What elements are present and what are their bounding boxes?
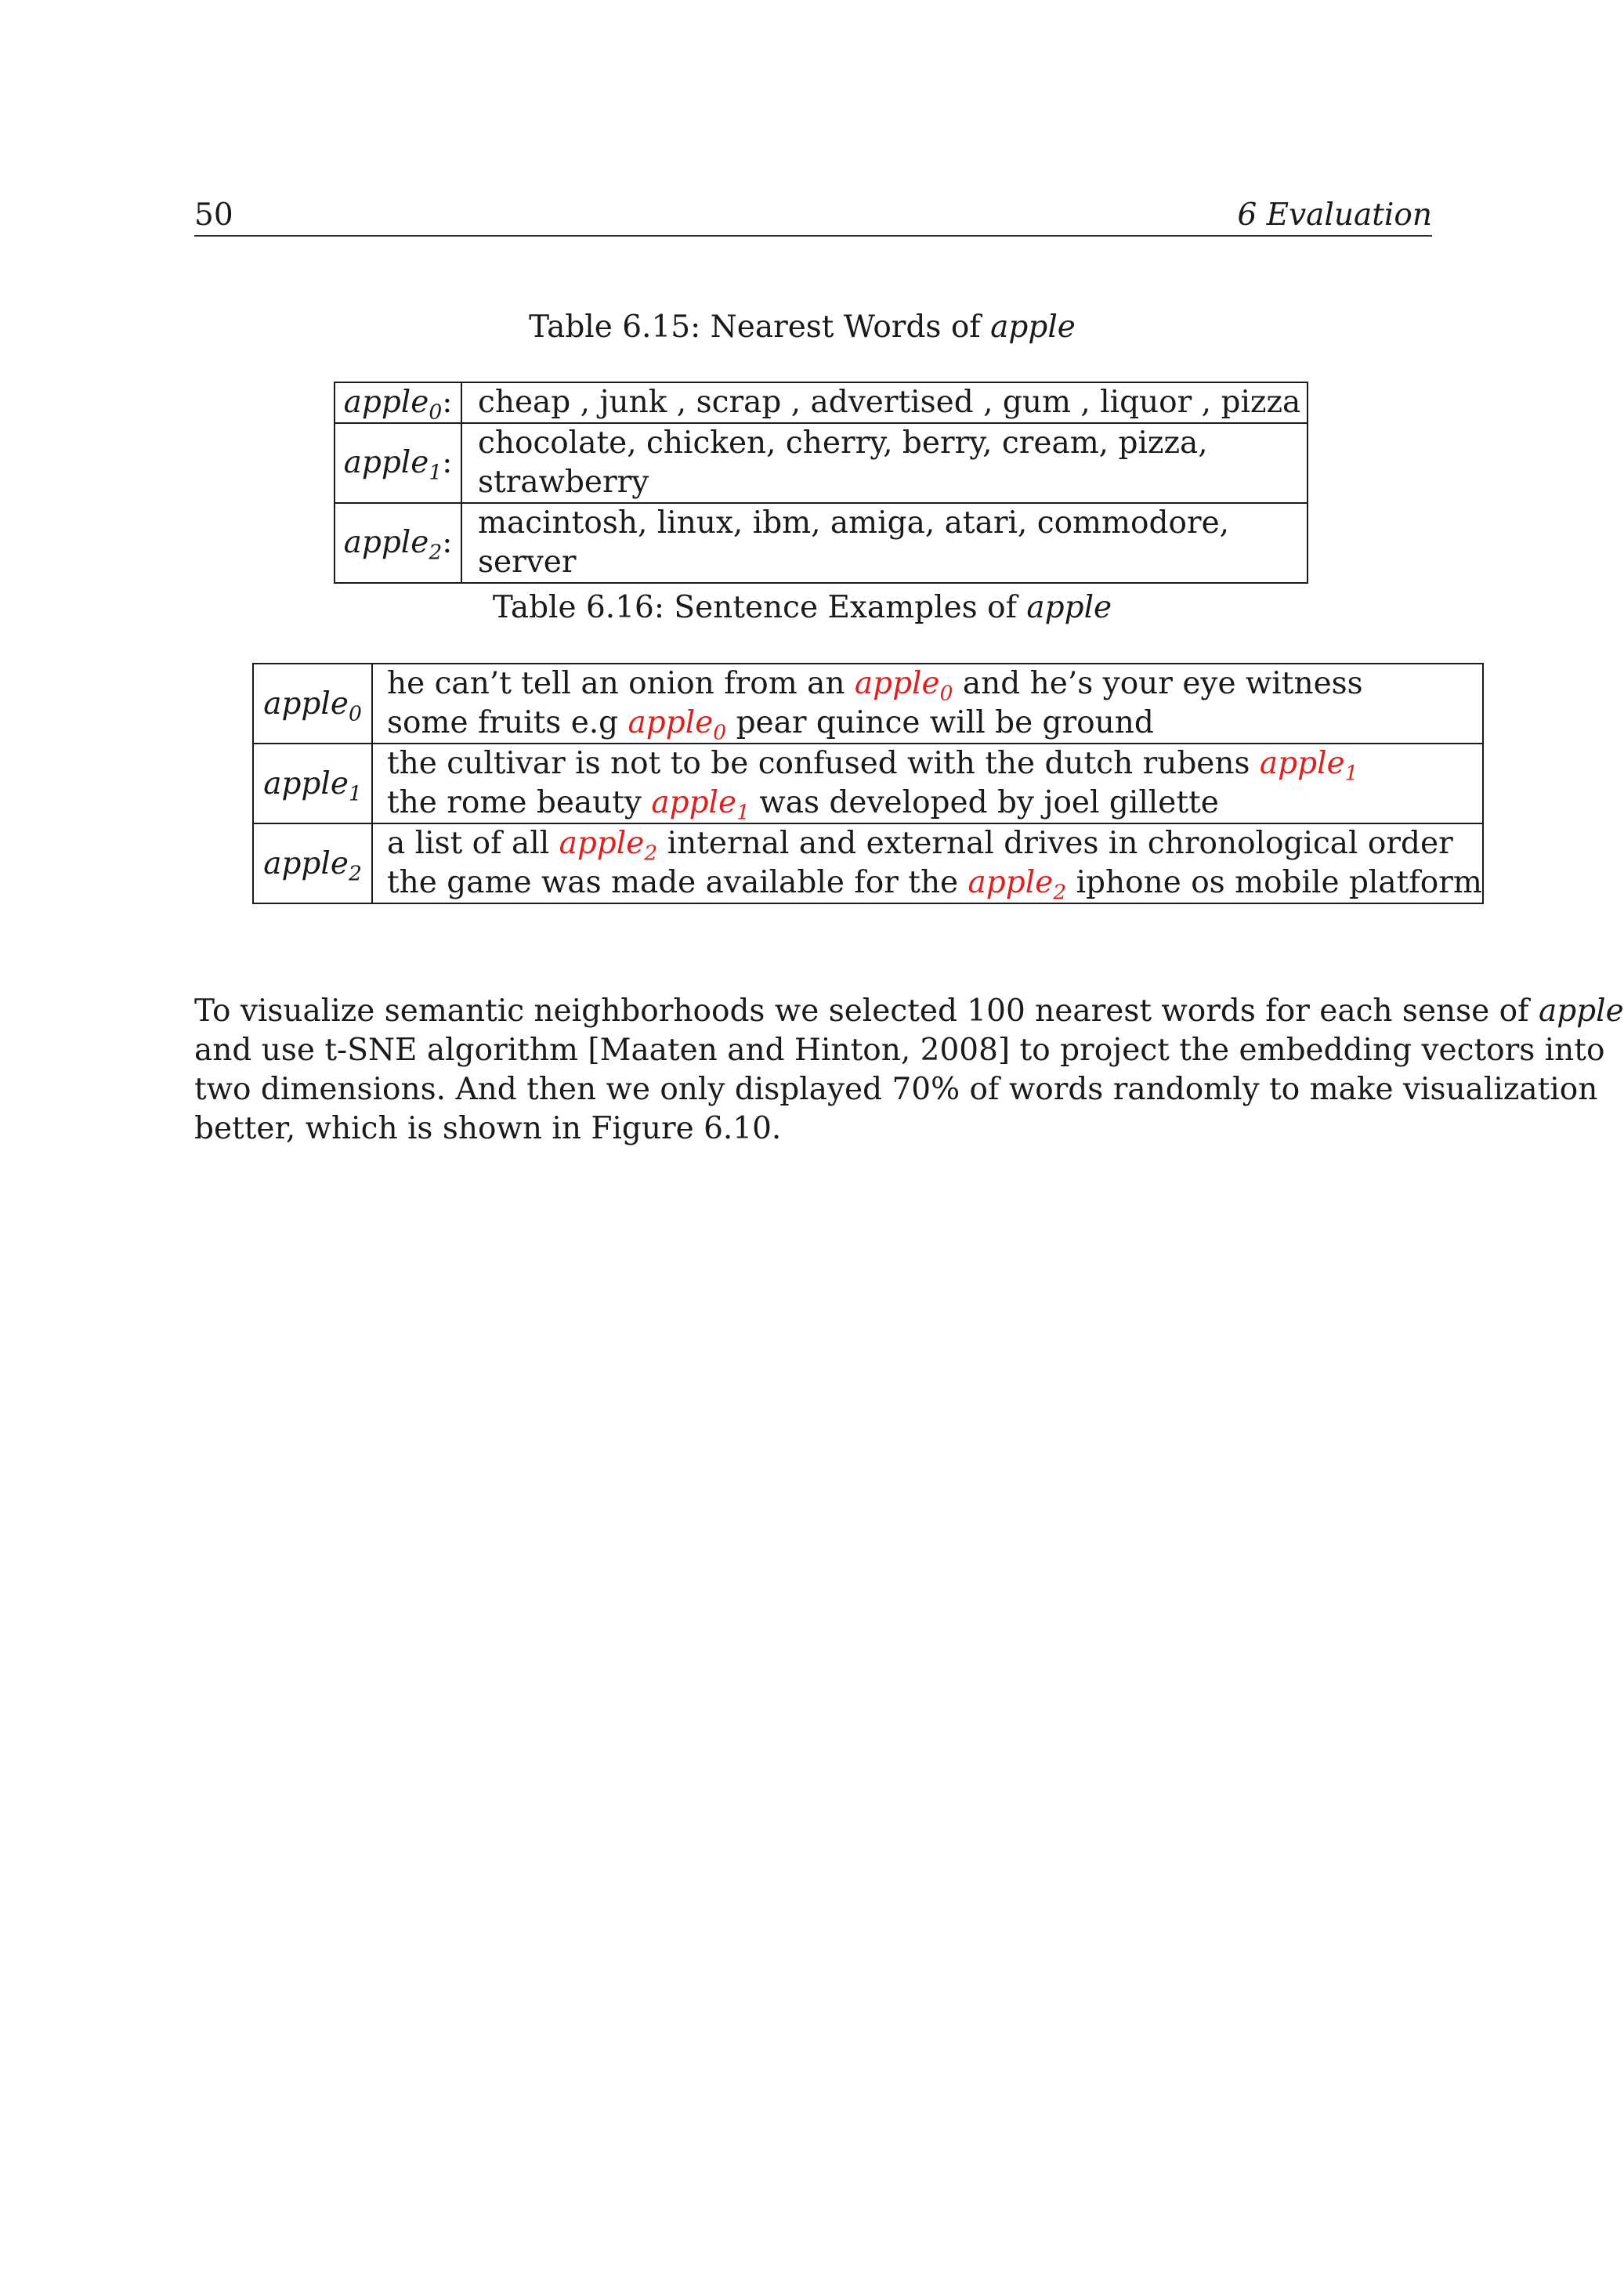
sentence-line — [387, 664, 1482, 704]
sense-subscript: 0 — [348, 700, 362, 726]
table-row — [335, 423, 1308, 503]
sense-subscript: 2 — [348, 860, 362, 885]
sense-label — [253, 664, 372, 744]
sense-word: apple — [343, 385, 429, 420]
sentence-text: he can’t tell an onion from an — [387, 666, 855, 701]
sentence-cell — [372, 823, 1483, 903]
paragraph-line: two dimensions. And then we only displayed 70% of words randomly to make visualization — [194, 1072, 1598, 1107]
sense-label — [253, 823, 372, 903]
sense-subscript: 2 — [429, 540, 443, 565]
sentence-text: iphone os mobile platform — [1066, 865, 1482, 900]
paragraph-text: To visualize semantic neighborhoods we selected 100 nearest words for each sense of — [194, 993, 1539, 1029]
sentence-line — [387, 704, 1482, 743]
sense-word: apple — [263, 686, 349, 722]
sentence-text: some fruits e.g — [387, 705, 628, 740]
sentence-text: a list of all — [387, 826, 559, 861]
body-paragraph — [194, 992, 1624, 1149]
page-number: 50 — [194, 197, 233, 233]
sense-colon: : — [442, 445, 453, 480]
sentence-line — [387, 783, 1482, 823]
sentence-text: was developed by joel gillette — [750, 785, 1219, 820]
term-word: apple — [559, 826, 645, 861]
paragraph-line: better, which is shown in Figure 6.10. — [194, 1111, 782, 1146]
sense-word: apple — [343, 525, 429, 560]
highlighted-term — [651, 785, 750, 825]
table-row — [253, 823, 1483, 903]
sense-word: apple — [343, 445, 429, 480]
sense-label — [335, 382, 461, 423]
term-subscript: 2 — [644, 841, 658, 866]
neighbor-words: chocolate, chicken, cherry, berry, cream, pizza, strawberry — [461, 423, 1308, 503]
sense-label — [335, 503, 461, 583]
sentence-text: pear quince will be ground — [726, 705, 1154, 740]
nearest-words-table — [334, 382, 1308, 584]
sentence-line — [387, 863, 1482, 903]
sentence-text: the rome beauty — [387, 785, 652, 820]
neighbor-words: cheap , junk , scrap , advertised , gum , liquor , pizza — [461, 382, 1308, 423]
term-subscript: 0 — [939, 681, 953, 706]
term-subscript: 0 — [713, 720, 727, 745]
sentence-cell — [372, 664, 1483, 744]
paragraph-line — [194, 992, 1624, 1031]
sense-word: apple — [263, 845, 349, 881]
term-subscript: 1 — [1344, 761, 1358, 786]
sentence-line — [387, 824, 1482, 866]
term-word: apple — [968, 865, 1054, 900]
highlighted-term — [559, 826, 658, 866]
sentence-cell — [372, 744, 1483, 823]
table-row — [335, 382, 1308, 423]
chapter-title: 6 Evaluation — [1237, 197, 1432, 233]
sense-subscript: 1 — [348, 780, 362, 805]
sentence-text: internal and external drives in chronological order — [657, 826, 1453, 861]
table-row — [335, 503, 1308, 583]
header-rule — [194, 235, 1432, 237]
sentence-text: the cultivar is not to be confused with the dutch rubens — [387, 746, 1260, 781]
term-subscript: 2 — [1053, 880, 1067, 905]
paragraph-italic-term: apple — [1538, 993, 1624, 1029]
caption-word: apple — [990, 309, 1076, 345]
table-6-15-caption — [0, 309, 1604, 345]
sense-subscript: 1 — [429, 460, 443, 485]
sentence-text: the game was made available for the — [387, 865, 968, 900]
caption-prefix: Table 6.16: Sentence Examples of — [492, 590, 1027, 625]
table-6-16-caption — [0, 590, 1604, 625]
paragraph-line: and use t-SNE algorithm [Maaten and Hinton, 2008] to project the embedding vectors into — [194, 1033, 1605, 1068]
term-word: apple — [651, 785, 737, 820]
term-subscript: 1 — [736, 800, 750, 825]
term-word: apple — [854, 666, 940, 701]
sense-subscript: 0 — [429, 400, 443, 425]
sense-label — [253, 744, 372, 823]
sentence-line — [387, 744, 1482, 786]
sense-word: apple — [263, 765, 349, 802]
highlighted-term — [1259, 746, 1358, 786]
term-word: apple — [1259, 746, 1345, 781]
sentence-text: and he’s your eye witness — [953, 666, 1363, 701]
highlighted-term — [628, 705, 727, 745]
sense-label — [335, 423, 461, 503]
highlighted-term — [968, 865, 1067, 905]
sentence-examples-table — [252, 663, 1484, 904]
table-row — [253, 664, 1483, 744]
sense-colon: : — [442, 525, 453, 560]
neighbor-words: macintosh, linux, ibm, amiga, atari, commodore, server — [461, 503, 1308, 583]
highlighted-term — [854, 666, 953, 706]
caption-word: apple — [1026, 590, 1112, 625]
term-word: apple — [628, 705, 714, 740]
caption-prefix: Table 6.15: Nearest Words of — [529, 309, 991, 345]
sense-colon: : — [442, 385, 453, 420]
table-row — [253, 744, 1483, 823]
